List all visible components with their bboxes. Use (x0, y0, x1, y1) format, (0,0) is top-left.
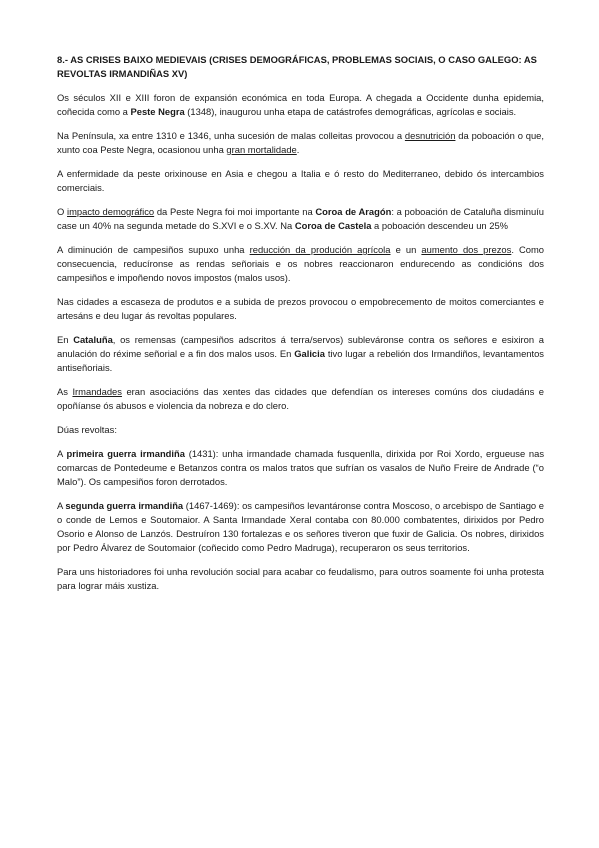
bold-term: Galicia (294, 348, 325, 359)
bold-term: Cataluña (73, 334, 113, 345)
section-heading: 8.- AS CRISES BAIXO MEDIEVAIS (CRISES DEMOGRÁFICAS, PROBLEMAS SOCIAIS, O CASO GALEGO: AS REVOLTAS IRMANDIÑAS XV) (57, 54, 537, 79)
document-page (57, 53, 544, 603)
paragraph-12: Para uns historiadores foi unha revolución social para acabar co feudalismo, para outros soamente foi unha protesta para lograr máis xustiza. (57, 566, 544, 591)
paragraph-10: A primeira guerra irmandiña (1431): unha irmandade chamada fusquenlla, dirixida por Roi Xordo, ergueuse nas comarcas de Pontedeume e Betanzos contra os malos tratos que sufrían os vasalos de Nuño Freire de Andrade (“o Malo”). Os campesiños foron derrotados. (57, 448, 545, 487)
bold-term: primeira guerra irmandiña (66, 448, 185, 459)
paragraph-3: A enfermidade da peste orixinouse en Asia e chegou a Italia e ó resto do Mediterraneo, debido ós intercambios comerciais. (57, 168, 544, 193)
bold-term: segunda guerra irmandiña (65, 500, 184, 511)
paragraph-1: Os séculos XII e XIII foron de expansión económica en toda Europa. A chegada a Occidente dunha epidemia, coñecida como a Peste Negra (1348), inaugurou unha etapa de catástrofes demográficas, agrícolas e sociais. (57, 92, 544, 117)
bold-term: Coroa de Aragón (315, 206, 392, 217)
underlined-term: Irmandades (72, 386, 122, 397)
paragraph-6: Nas cidades a escaseza de produtos e a subida de prezos provocou o empobrecemento de moitos comerciantes e artesáns e deu lugar ás revoltas populares. (57, 296, 544, 321)
underlined-term: gran mortalidade (226, 144, 297, 155)
paragraph-8: As Irmandades eran asociacións das xentes das cidades que defendían os intereses comúns dos ciudadáns e opoñíanse ós abusos e violencia da nobreza e do clero. (57, 386, 544, 411)
paragraph-11: A segunda guerra irmandiña (1467-1469): os campesiños levantáronse contra Moscoso, o arcebispo de Santiago e o conde de Lemos e Soutomaior. A Santa Irmandade Xeral contaba con 80.000 combatentes, dirixidos por Pedro Osorio e Alonso de Lanzós. Destruíron 130 fortalezas e os señores tiveron que fuxir de Galicia. Os nobres, dirixidos por Pedro Álvarez de Soutomaior (coñecido como Pedro Madruga), recuperaron os seus territorios. (57, 500, 544, 553)
paragraph-7: En Cataluña, os remensas (campesiños adscritos á terra/servos) subleváronse contra os señores e esixiron a anulación do réxime señorial e a fin dos malos usos. En Galicia tivo lugar a rebelión dos Irmandiños, levantamentos antiseñoriais. (57, 334, 544, 373)
paragraph-9: Dúas revoltas: (57, 424, 117, 435)
underlined-term: aumento dos prezos (421, 244, 512, 255)
paragraph-4: O impacto demográfico da Peste Negra foi moi importante na Coroa de Aragón: a poboación de Cataluña disminuíu case un 40% na segunda metade do S.XVI e o S.XV. Na Coroa de Castela a poboación descendeu un 25% (57, 206, 544, 231)
underlined-term: impacto demográfico (67, 206, 155, 217)
bold-term: Peste Negra (130, 106, 185, 117)
bold-term: Coroa de Castela (294, 220, 372, 231)
paragraph-2: Na Península, xa entre 1310 e 1346, unha sucesión de malas colleitas provocou a desnutrición da poboación o que, xunto coa Peste Negra, ocasionou unha gran mortalidade. (57, 130, 544, 155)
underlined-term: reducción da produción agrícola (249, 244, 391, 255)
paragraph-5: A diminución de campesiños supuxo unha reducción da produción agrícola e un aumento dos prezos. Como consecuencia, reducíronse as rendas señoriais e os nobres reaccionaron endurecendo as condicións dos campesiños e impoñendo novos impostos (malos usos). (57, 244, 545, 283)
underlined-term: desnutrición (404, 130, 456, 141)
